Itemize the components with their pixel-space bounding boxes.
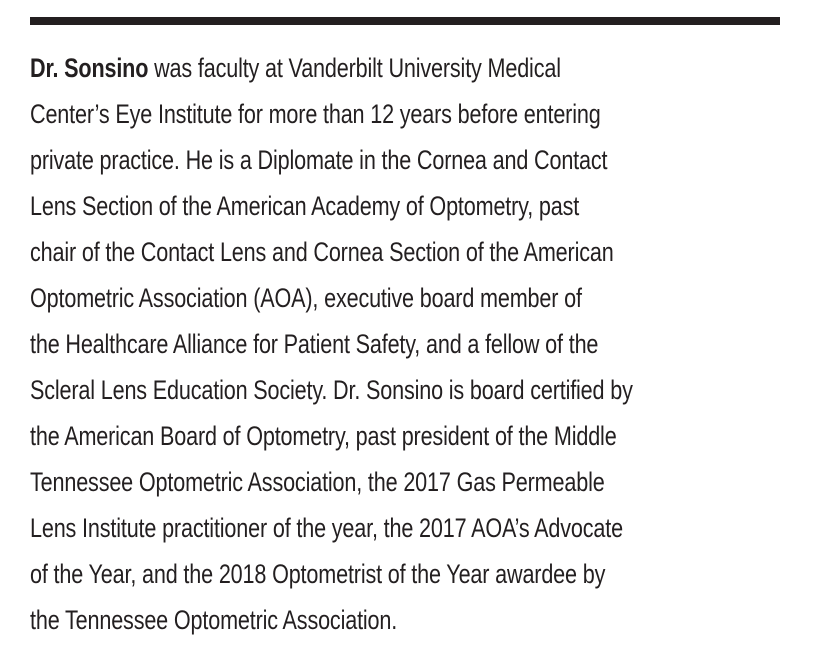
bio-line-10: Tennessee Optometric Association, the 2017 Gas Permeable [30, 467, 605, 497]
bio-line-9: the American Board of Optometry, past president of the Middle [30, 421, 617, 451]
bio-paragraph [30, 45, 662, 643]
bio-line-7: the Healthcare Alliance for Patient Safety, and a fellow of the [30, 329, 599, 359]
top-divider-rule [30, 17, 780, 25]
bio-line-12: of the Year, and the 2018 Optometrist of the Year awardee by [30, 559, 606, 589]
bio-line-6: Optometric Association (AOA), executive board member of [30, 283, 582, 313]
bio-line-4: Lens Section of the American Academy of Optometry, past [30, 191, 580, 221]
bio-line-2: Center’s Eye Institute for more than 12 years before entering [30, 99, 601, 129]
bio-line-5: chair of the Contact Lens and Cornea Section of the American [30, 237, 614, 267]
bio-line-8: Scleral Lens Education Society. Dr. Sonsino is board certified by [30, 375, 633, 405]
bio-line-11: Lens Institute practitioner of the year, the 2017 AOA’s Advocate [30, 513, 623, 543]
bio-line-1 [30, 45, 662, 91]
bio-line-3: private practice. He is a Diplomate in the Cornea and Contact [30, 145, 608, 175]
bio-line-13: the Tennessee Optometric Association. [30, 605, 398, 635]
bio-line-text: was faculty at Vanderbilt University Medical [148, 53, 561, 83]
bio-name: Dr. Sonsino [30, 53, 149, 83]
